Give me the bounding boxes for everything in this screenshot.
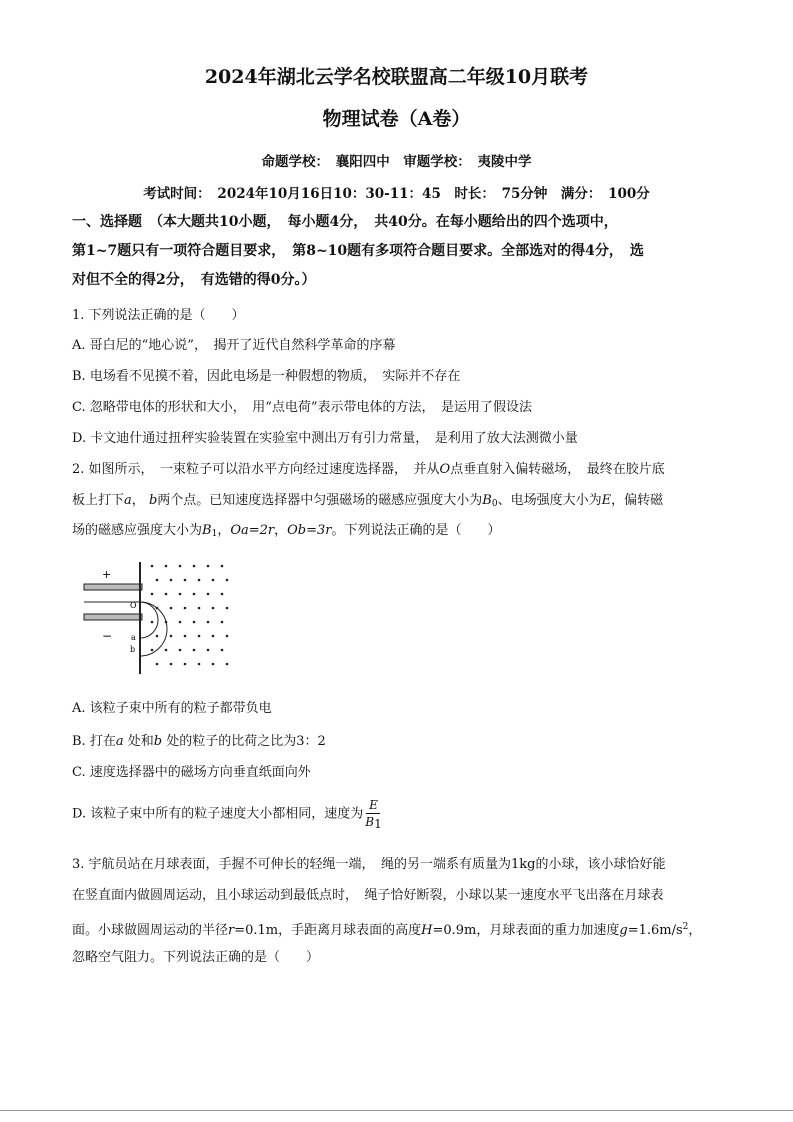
symbol-b0: B [482, 493, 492, 508]
field-dot [221, 593, 224, 596]
field-dot [226, 635, 229, 638]
field-dot [212, 607, 215, 610]
q2-text: ， [274, 523, 288, 538]
q3-text: ， [688, 923, 702, 938]
q2-text: ， [217, 523, 231, 538]
q2-text: ，偏转磁 [611, 493, 664, 508]
upper-plate [84, 584, 142, 590]
field-dot [151, 565, 154, 568]
field-dot [198, 579, 201, 582]
label-b: b [130, 645, 136, 654]
q2-text: D. 该粒子束中所有的粒子速度大小都相同，速度为 [72, 806, 364, 822]
field-dot [193, 649, 196, 652]
exam-subtitle: 物理试卷（A卷） [322, 108, 471, 130]
field-dot [221, 565, 224, 568]
field-dot [156, 579, 159, 582]
field-dot [165, 565, 168, 568]
field-dot [198, 663, 201, 666]
q2-text: 板上打下 [72, 493, 125, 508]
q2-option-a: A. 该粒子束中所有的粒子都带负电 [72, 701, 272, 716]
trajectory-b [140, 602, 167, 656]
field-dot [184, 579, 187, 582]
q1-option-c: C. 忽略带电体的形状和大小， 用“点电荷”表示带电体的方法， 是运用了假设法 [72, 400, 533, 415]
q2-text: 处和 [127, 734, 154, 749]
symbol-g: g [619, 923, 628, 938]
field-dot [170, 635, 173, 638]
denominator-subscript: 1 [374, 817, 382, 831]
section-instructions [72, 208, 722, 295]
field-dot [156, 663, 159, 666]
field-dot [198, 607, 201, 610]
velocity-fraction [365, 798, 381, 831]
q1-option-a: A. 哥白尼的“地心说”， 揭开了近代自然科学革命的序幕 [72, 338, 396, 353]
field-dot [170, 663, 173, 666]
field-dot [226, 663, 229, 666]
magnetic-field-dots [151, 565, 229, 666]
field-dot [221, 621, 224, 624]
superscript-2: 2 [682, 922, 689, 932]
q2-text: 点垂直射入偏转磁场， 最终在胶片底 [450, 462, 665, 477]
field-dot [151, 649, 154, 652]
field-dot [221, 649, 224, 652]
q2-stem-line-1 [72, 461, 722, 479]
school-info: 命题学校： 襄阳四中 审题学校： 夷陵中学 [261, 154, 532, 170]
field-dot [212, 579, 215, 582]
q2-text: 、电场强度大小为 [497, 493, 602, 508]
denominator-symbol: B [365, 815, 375, 829]
fraction-numerator: E [369, 798, 378, 812]
field-dot [179, 565, 182, 568]
field-dot [207, 621, 210, 624]
ob-relation: Ob=3r [287, 523, 332, 538]
field-dot [165, 621, 168, 624]
q3-text: =0.1m，手距离月球表面的高度 [234, 923, 422, 938]
plus-sign: + [102, 568, 112, 581]
q1-option-d: D. 卡文迪什通过扭秤实验装置在实验室中测出万有引力常量， 是利用了放大法测微小量 [72, 431, 578, 446]
symbol-h: H [421, 923, 433, 938]
symbol-a: a [124, 493, 132, 508]
field-dot [207, 649, 210, 652]
field-dot [193, 621, 196, 624]
exam-time-info: 考试时间： 2024年10月16日10：30-11：45 时长： 75分钟 满分： 100分 [143, 186, 650, 202]
field-dot [207, 565, 210, 568]
field-dot [207, 593, 210, 596]
q2-option-b [72, 733, 722, 751]
velocity-selector-figure [80, 556, 235, 676]
q3-stem-line-4: 忽略空气阻力。下列说法正确的是（ ） [72, 950, 320, 965]
q2-text: ， [131, 493, 145, 508]
q3-stem-line-1: 3. 宇航员站在月球表面，手握不可伸长的轻绳一端， 绳的另一端系有质量为1kg的小球，该小球恰好能 [72, 857, 666, 872]
q3-text: =1.6m/s [627, 923, 683, 938]
q3-stem-line-3 [72, 918, 722, 940]
symbol-r: r [228, 923, 235, 938]
field-dot [212, 663, 215, 666]
label-o: O [130, 601, 137, 610]
q2-text: 场的磁感应强度大小为 [72, 523, 203, 538]
q3-stem-line-2: 在竖直面内做圆周运动，且小球运动到最低点时， 绳子恰好断裂，小球以某一速度水平飞出落在月球表 [72, 888, 664, 903]
section-line-2: 第1~7题只有一项符合题目要求， 第8~10题有多项符合题目要求。全部选对的得4分， 选 [72, 243, 644, 259]
q3-text: 面。小球做圆周运动的半径 [72, 923, 229, 938]
symbol-b: b [148, 493, 158, 508]
symbol-a: a [115, 734, 124, 749]
oa-relation: Oa=2r [230, 523, 275, 538]
field-dot [165, 593, 168, 596]
q3-text: =0.9m，月球表面的重力加速度 [432, 923, 620, 938]
exam-title: 2024年湖北云学名校联盟高二年级10月联考 [204, 66, 589, 88]
field-dot [226, 579, 229, 582]
symbol-b: b [153, 734, 163, 749]
field-dot [212, 635, 215, 638]
field-dot [193, 565, 196, 568]
q2-stem-line-2 [72, 492, 722, 513]
q1-stem: 1. 下列说法正确的是（ ） [72, 308, 245, 323]
symbol-e: E [601, 493, 612, 508]
q2-text: 2. 如图所示， 一束粒子可以沿水平方向经过速度选择器， 并从 [72, 462, 440, 477]
fraction-denominator [365, 815, 381, 831]
subscript-1: 1 [211, 529, 218, 539]
label-a: a [131, 633, 136, 642]
field-dot [184, 663, 187, 666]
trajectory-a [140, 602, 158, 638]
section-line-3: 对但不全的得2分， 有选错的得0分。） [72, 272, 316, 288]
field-dot [193, 593, 196, 596]
minus-sign: − [102, 629, 113, 643]
field-dot [179, 649, 182, 652]
lower-plate [84, 614, 142, 620]
q2-text: 两个点。已知速度选择器中匀强磁场的磁感应强度大小为 [157, 493, 483, 508]
symbol-o: O [439, 462, 451, 477]
field-dot [151, 621, 154, 624]
q2-text: 。下列说法正确的是（ ） [331, 523, 501, 538]
page-bottom-rule [0, 1110, 793, 1111]
field-dot [165, 649, 168, 652]
fraction-bar [366, 813, 380, 814]
q2-text: B. 打在 [72, 734, 116, 749]
field-dot [151, 593, 154, 596]
field-dot [184, 635, 187, 638]
field-dot [226, 607, 229, 610]
q2-option-c: C. 速度选择器中的磁场方向垂直纸面向外 [72, 765, 311, 780]
q2-text: 处的粒子的比荷之比为3：2 [166, 734, 326, 749]
field-dot [179, 621, 182, 624]
q2-option-d [72, 798, 722, 831]
field-dot [179, 593, 182, 596]
q1-option-b: B. 电场看不见摸不着，因此电场是一种假想的物质， 实际并不存在 [72, 369, 461, 384]
field-dot [184, 607, 187, 610]
field-dot [198, 635, 201, 638]
subscript-0: 0 [491, 499, 498, 509]
field-dot [156, 635, 159, 638]
field-dot [170, 607, 173, 610]
section-line-1: 一、选择题 （本大题共10小题， 每小题4分， 共40分。在每小题给出的四个选项中， [72, 214, 618, 230]
field-dot [156, 607, 159, 610]
q2-stem-line-3 [72, 522, 722, 543]
field-dot [170, 579, 173, 582]
symbol-b1: B [202, 523, 212, 538]
